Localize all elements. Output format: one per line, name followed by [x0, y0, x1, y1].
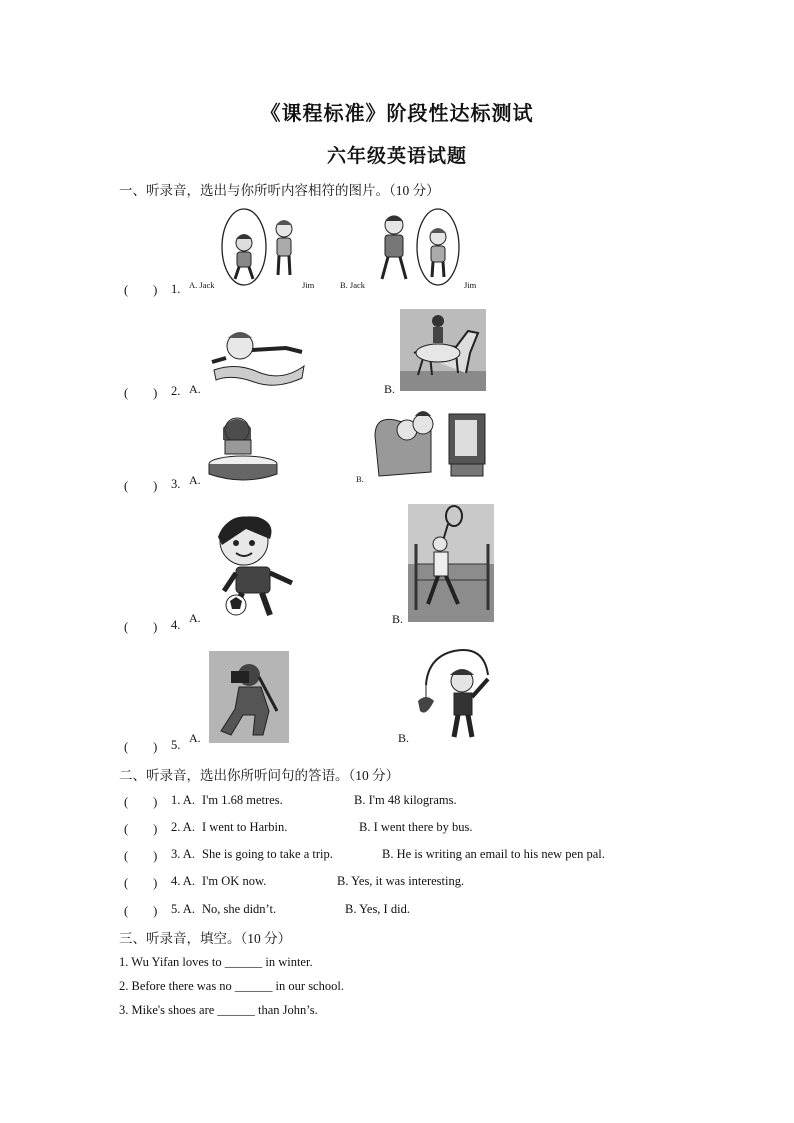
s2-option-b-1: B. I'm 48 kilograms.	[354, 793, 457, 807]
s2-option-b-4: B. Yes, it was interesting.	[337, 874, 465, 888]
section3-heading: 三、听录音，填空。（10 分）	[119, 931, 292, 946]
s2-option-a-1: I'm 1.68 metres.	[202, 793, 283, 807]
item3-label-a: A.	[189, 473, 201, 487]
item3-label-b: B.	[356, 474, 364, 484]
s3-item-3: 3. Mike's shoes are ______ than John’s.	[119, 1003, 318, 1017]
s2-paren-4[interactable]: ( )	[124, 876, 158, 890]
football-boy-image	[206, 513, 300, 621]
item1-label-b-jim: Jim	[464, 280, 477, 290]
item2-label-a: A.	[189, 382, 201, 396]
item2-label-b: B.	[384, 382, 396, 396]
item-number-4: 4.	[171, 618, 181, 632]
s2-option-a-5: No, she didn’t.	[202, 902, 277, 916]
s2-option-a-3: She is going to take a trip.	[202, 847, 333, 861]
s2-num-5: 5. A.	[171, 902, 195, 916]
s3-item-2: 2. Before there was no ______ in our school.	[119, 979, 344, 993]
answer-paren-2[interactable]: ( )	[124, 386, 158, 400]
page-title: 《课程标准》阶段性达标测试	[260, 103, 534, 125]
s2-paren-5[interactable]: ( )	[124, 904, 158, 918]
item-number-2: 2.	[171, 384, 181, 398]
item5-label-b: B.	[398, 731, 410, 745]
s2-option-a-4: I'm OK now.	[202, 874, 267, 888]
answer-paren-4[interactable]: ( )	[124, 620, 158, 634]
s2-paren-3[interactable]: ( )	[124, 849, 158, 863]
photographer-image	[209, 651, 289, 743]
s2-option-b-5: B. Yes, I did.	[345, 902, 410, 916]
fishing-image	[414, 645, 494, 745]
s2-num-3: 3. A.	[171, 847, 195, 861]
answer-paren-3[interactable]: ( )	[124, 479, 158, 493]
section2-heading: 二、听录音，选出你所听问句的答语。（10 分）	[119, 768, 400, 783]
s2-option-a-2: I went to Harbin.	[202, 820, 288, 834]
item4-label-a: A.	[189, 611, 201, 625]
horse-riding-image	[400, 309, 486, 391]
item1-label-a-jim: Jim	[302, 280, 315, 290]
s2-num-2: 2. A.	[171, 820, 195, 834]
s2-num-4: 4. A.	[171, 874, 195, 888]
boys-image-a	[218, 207, 308, 287]
s2-paren-2[interactable]: ( )	[124, 822, 158, 836]
page-subtitle: 六年级英语试题	[326, 146, 467, 167]
item-number-3: 3.	[171, 477, 181, 491]
s2-paren-1[interactable]: ( )	[124, 795, 158, 809]
s2-num-1: 1. A.	[171, 793, 195, 807]
item-number-5: 5.	[171, 738, 181, 752]
item4-label-b: B.	[392, 612, 404, 626]
boys-image-b	[372, 207, 464, 287]
swimming-image	[206, 322, 310, 390]
s2-option-b-3: B. He is writing an email to his new pen pal.	[382, 847, 605, 861]
badminton-image	[408, 504, 494, 622]
answer-paren-1[interactable]: ( )	[124, 283, 158, 297]
baking-image	[205, 410, 281, 484]
answer-paren-5[interactable]: ( )	[124, 740, 158, 754]
s2-option-b-2: B. I went there by bus.	[359, 820, 473, 834]
section1-heading: 一、听录音，选出与你所听内容相符的图片。（10 分）	[119, 183, 440, 198]
item1-label-a: A. Jack	[189, 280, 215, 290]
s3-item-1: 1. Wu Yifan loves to ______ in winter.	[119, 955, 313, 969]
item5-label-a: A.	[189, 731, 201, 745]
item-number-1: 1.	[171, 282, 181, 296]
item1-label-b: B. Jack	[340, 280, 366, 290]
watching-tv-image	[371, 406, 491, 484]
